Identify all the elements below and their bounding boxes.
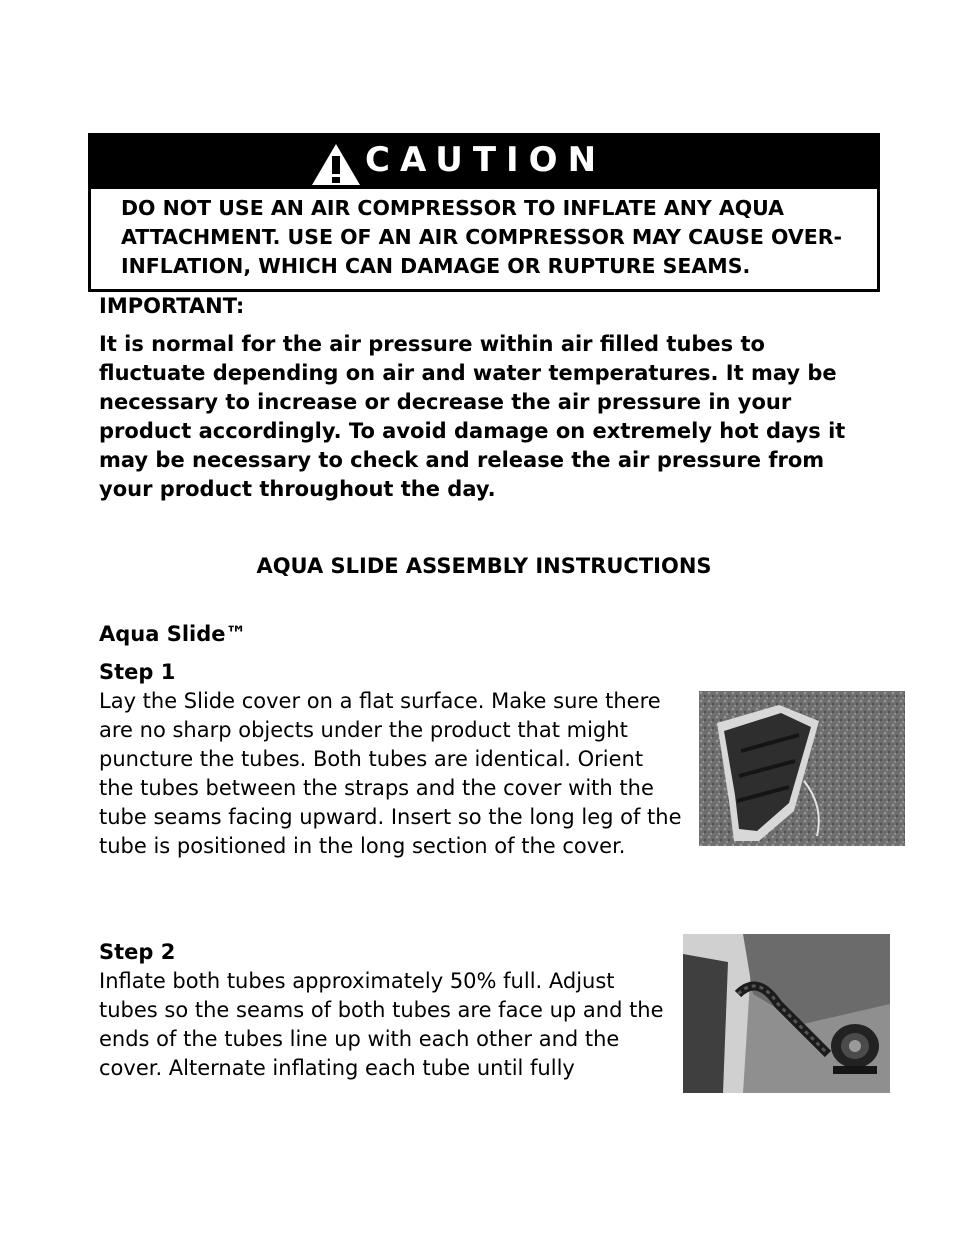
step-2-title: Step 2 (99, 940, 176, 964)
caution-box (88, 133, 880, 292)
section-heading: AQUA SLIDE ASSEMBLY INSTRUCTIONS (256, 554, 712, 578)
warning-triangle-icon (310, 142, 362, 186)
step-1-title: Step 1 (99, 660, 176, 684)
caution-header (91, 136, 877, 189)
step-2-text: Inflate both tubes approximately 50% full. Adjust tubes so the seams of both tubes are face up and the ends of the tubes line up with each other and the cover. Alternate inflating each tube until fully (99, 969, 664, 1080)
step-1-text: Lay the Slide cover on a flat surface. Make sure there are no sharp objects under the product that might puncture the tubes. Both tubes are identical. Orient the tubes between the straps and the cover with the tube seams facing upward. Insert so the long leg of the tube is positioned in the long section of the cover. (99, 689, 682, 858)
slide-cover-photo-illustration (699, 691, 905, 846)
product-name: Aqua Slide™ (99, 622, 247, 646)
step-1-photo (699, 691, 905, 846)
caution-title: CAUTION (365, 140, 607, 180)
important-label: IMPORTANT: (99, 294, 245, 318)
important-text: It is normal for the air pressure within air filled tubes to fluctuate depending on air and water temperatures. It may be necessary to increase or decrease the air pressure in your product accordingly. To avoid damage on extremely hot days it may be necessary to check and release the air pressure from your product throughout the day. (99, 332, 846, 501)
caution-text: DO NOT USE AN AIR COMPRESSOR TO INFLATE ANY AQUA ATTACHMENT. USE OF AN AIR COMPRESSOR MAY CAUSE OVER-INFLATION, WHICH CAN DAMAGE OR RUPTURE SEAMS. (121, 196, 843, 278)
inflator-pump-photo-illustration (683, 934, 890, 1093)
step-2-photo (683, 934, 890, 1093)
